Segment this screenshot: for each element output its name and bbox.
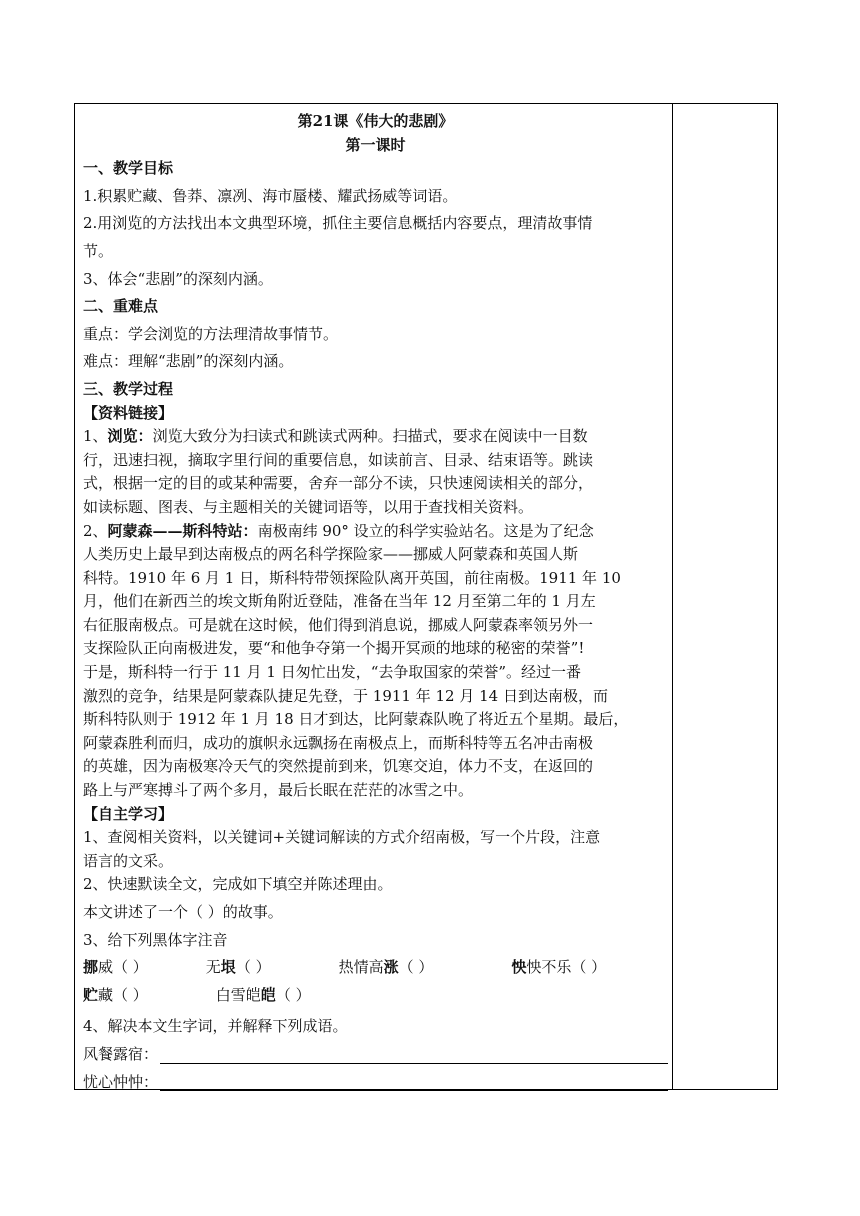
material-item-1-first — [83, 425, 668, 449]
idiom-label: 忧心忡忡： — [83, 1072, 159, 1091]
material-item-line: 阿蒙森胜利而归，成功的旗帜永远飘扬在南极点上，而斯科特等五名冲击南极 — [83, 733, 594, 752]
lesson-content — [83, 110, 668, 1094]
question-2: 2、快速默读全文，完成如下填空并陈述理由。 — [83, 875, 393, 894]
material-item-line: 支探险队正向南极进发，要“和他争夺第一个揭开冥顽的地球的秘密的荣誉”! — [83, 639, 585, 658]
material-item-line: 科特。1910 年 6 月 1 日，斯科特带领探险队离开英国，前往南极。1911 年 10 — [83, 568, 621, 587]
pinyin-item[interactable]: 贮藏（ ） — [83, 985, 148, 1004]
question-4: 4、解决本文生字词，并解释下列成语。 — [83, 1017, 348, 1036]
pinyin-item[interactable]: 怏怏不乐（ ） — [511, 958, 607, 977]
key-item: 重点：学会浏览的方法理清故事情节。 — [83, 324, 339, 343]
item-text: 南极南纬 90° 设立的科学实验站名。这是为了纪念 — [257, 521, 594, 540]
material-item-2-first — [83, 520, 668, 544]
answer-line[interactable] — [160, 1074, 668, 1091]
item-term: 阿蒙森——斯科特站： — [107, 521, 258, 540]
material-item-line: 斯科特队则于 1912 年 1 月 18 日才到达，比阿蒙森队晚了将近五个星期。最后， — [83, 710, 629, 729]
goal-item: 2.用浏览的方法找出本文典型环境，抓住主要信息概括内容要点，理清故事情 — [83, 214, 593, 233]
question-2-fill[interactable]: 本文讲述了一个（ ）的故事。 — [83, 903, 283, 921]
material-item-line: 路上与严寒搏斗了两个多月，最后长眠在茫茫的冰雪之中。 — [83, 781, 474, 800]
material-item-line: 行，迅速扫视，摘取字里行间的重要信息，如读前言、目录、结束语等。跳读 — [83, 450, 594, 469]
material-item-line: 式，根据一定的目的或某种需要，舍弃一部分不读，只快速阅读相关的部分， — [83, 474, 594, 493]
question-3: 3、给下列黑体字注音 — [83, 930, 228, 949]
pinyin-item[interactable]: 白雪皑皑（ ） — [215, 985, 311, 1004]
item-text: 浏览大致分为扫读式和跳读式两种。扫描式，要求在阅读中一目数 — [152, 427, 588, 446]
goal-item: 3、体会“悲剧”的深刻内涵。 — [83, 269, 273, 288]
idiom-row — [83, 1043, 668, 1067]
material-item-line: 如读标题、图表、与主题相关的关键词语等，以用于查找相关资料。 — [83, 497, 534, 516]
goal-item: 1.积累贮藏、鲁莽、凛冽、海市蜃楼、耀武扬威等词语。 — [83, 186, 458, 205]
pinyin-item[interactable]: 热情高涨（ ） — [338, 958, 434, 977]
material-heading: 【资料链接】 — [83, 403, 174, 422]
material-item-line: 激烈的竞争，结果是阿蒙森队捷足先登，于 1911 年 12 月 14 日到达南极，而 — [83, 686, 608, 705]
answer-line[interactable] — [160, 1047, 668, 1064]
goal-item: 节。 — [83, 241, 114, 260]
pinyin-item[interactable]: 挪威（ ） — [83, 958, 148, 977]
idiom-label: 风餐露宿： — [83, 1044, 159, 1063]
item-number: 2、 — [83, 521, 108, 540]
key-item: 难点：理解“悲剧”的深刻内涵。 — [83, 352, 294, 371]
goals-heading: 一、教学目标 — [83, 159, 174, 178]
pinyin-row-2 — [83, 984, 668, 1008]
self-study-heading: 【自主学习】 — [83, 804, 174, 823]
idiom-row — [83, 1071, 668, 1095]
lesson-title: 第21课《伟大的悲剧》 — [297, 112, 454, 130]
material-item-line: 人类历史上最早到达南极点的两名科学探险家——挪威人阿蒙森和英国人斯 — [83, 545, 579, 564]
item-number: 1、 — [83, 427, 108, 446]
question-1: 1、查阅相关资料，以关键词+关键词解读的方式介绍南极，写一个片段，注意 — [83, 828, 601, 847]
table-column-divider — [672, 103, 673, 1090]
process-heading: 三、教学过程 — [83, 379, 174, 398]
key-heading: 二、重难点 — [83, 297, 159, 316]
material-item-line: 右征服南极点。可是就在这时候，他们得到消息说，挪威人阿蒙森率领另外一 — [83, 615, 594, 634]
question-1-cont: 语言的文采。 — [83, 851, 174, 870]
item-term: 浏览： — [107, 427, 153, 446]
pinyin-row-1 — [83, 956, 668, 980]
material-item-line: 月，他们在新西兰的埃文斯角附近登陆，准备在当年 12 月至第二年的 1 月左 — [83, 592, 596, 611]
pinyin-item[interactable]: 无垠（ ） — [205, 958, 271, 977]
material-item-line: 的英雄，因为南极寒冷天气的突然提前到来，饥寒交迫，体力不支，在返回的 — [83, 757, 594, 776]
material-item-line: 于是，斯科特一行于 11 月 1 日匆忙出发，“去争取国家的荣誉”。经过一番 — [83, 663, 582, 682]
lesson-period: 第一课时 — [345, 135, 406, 154]
